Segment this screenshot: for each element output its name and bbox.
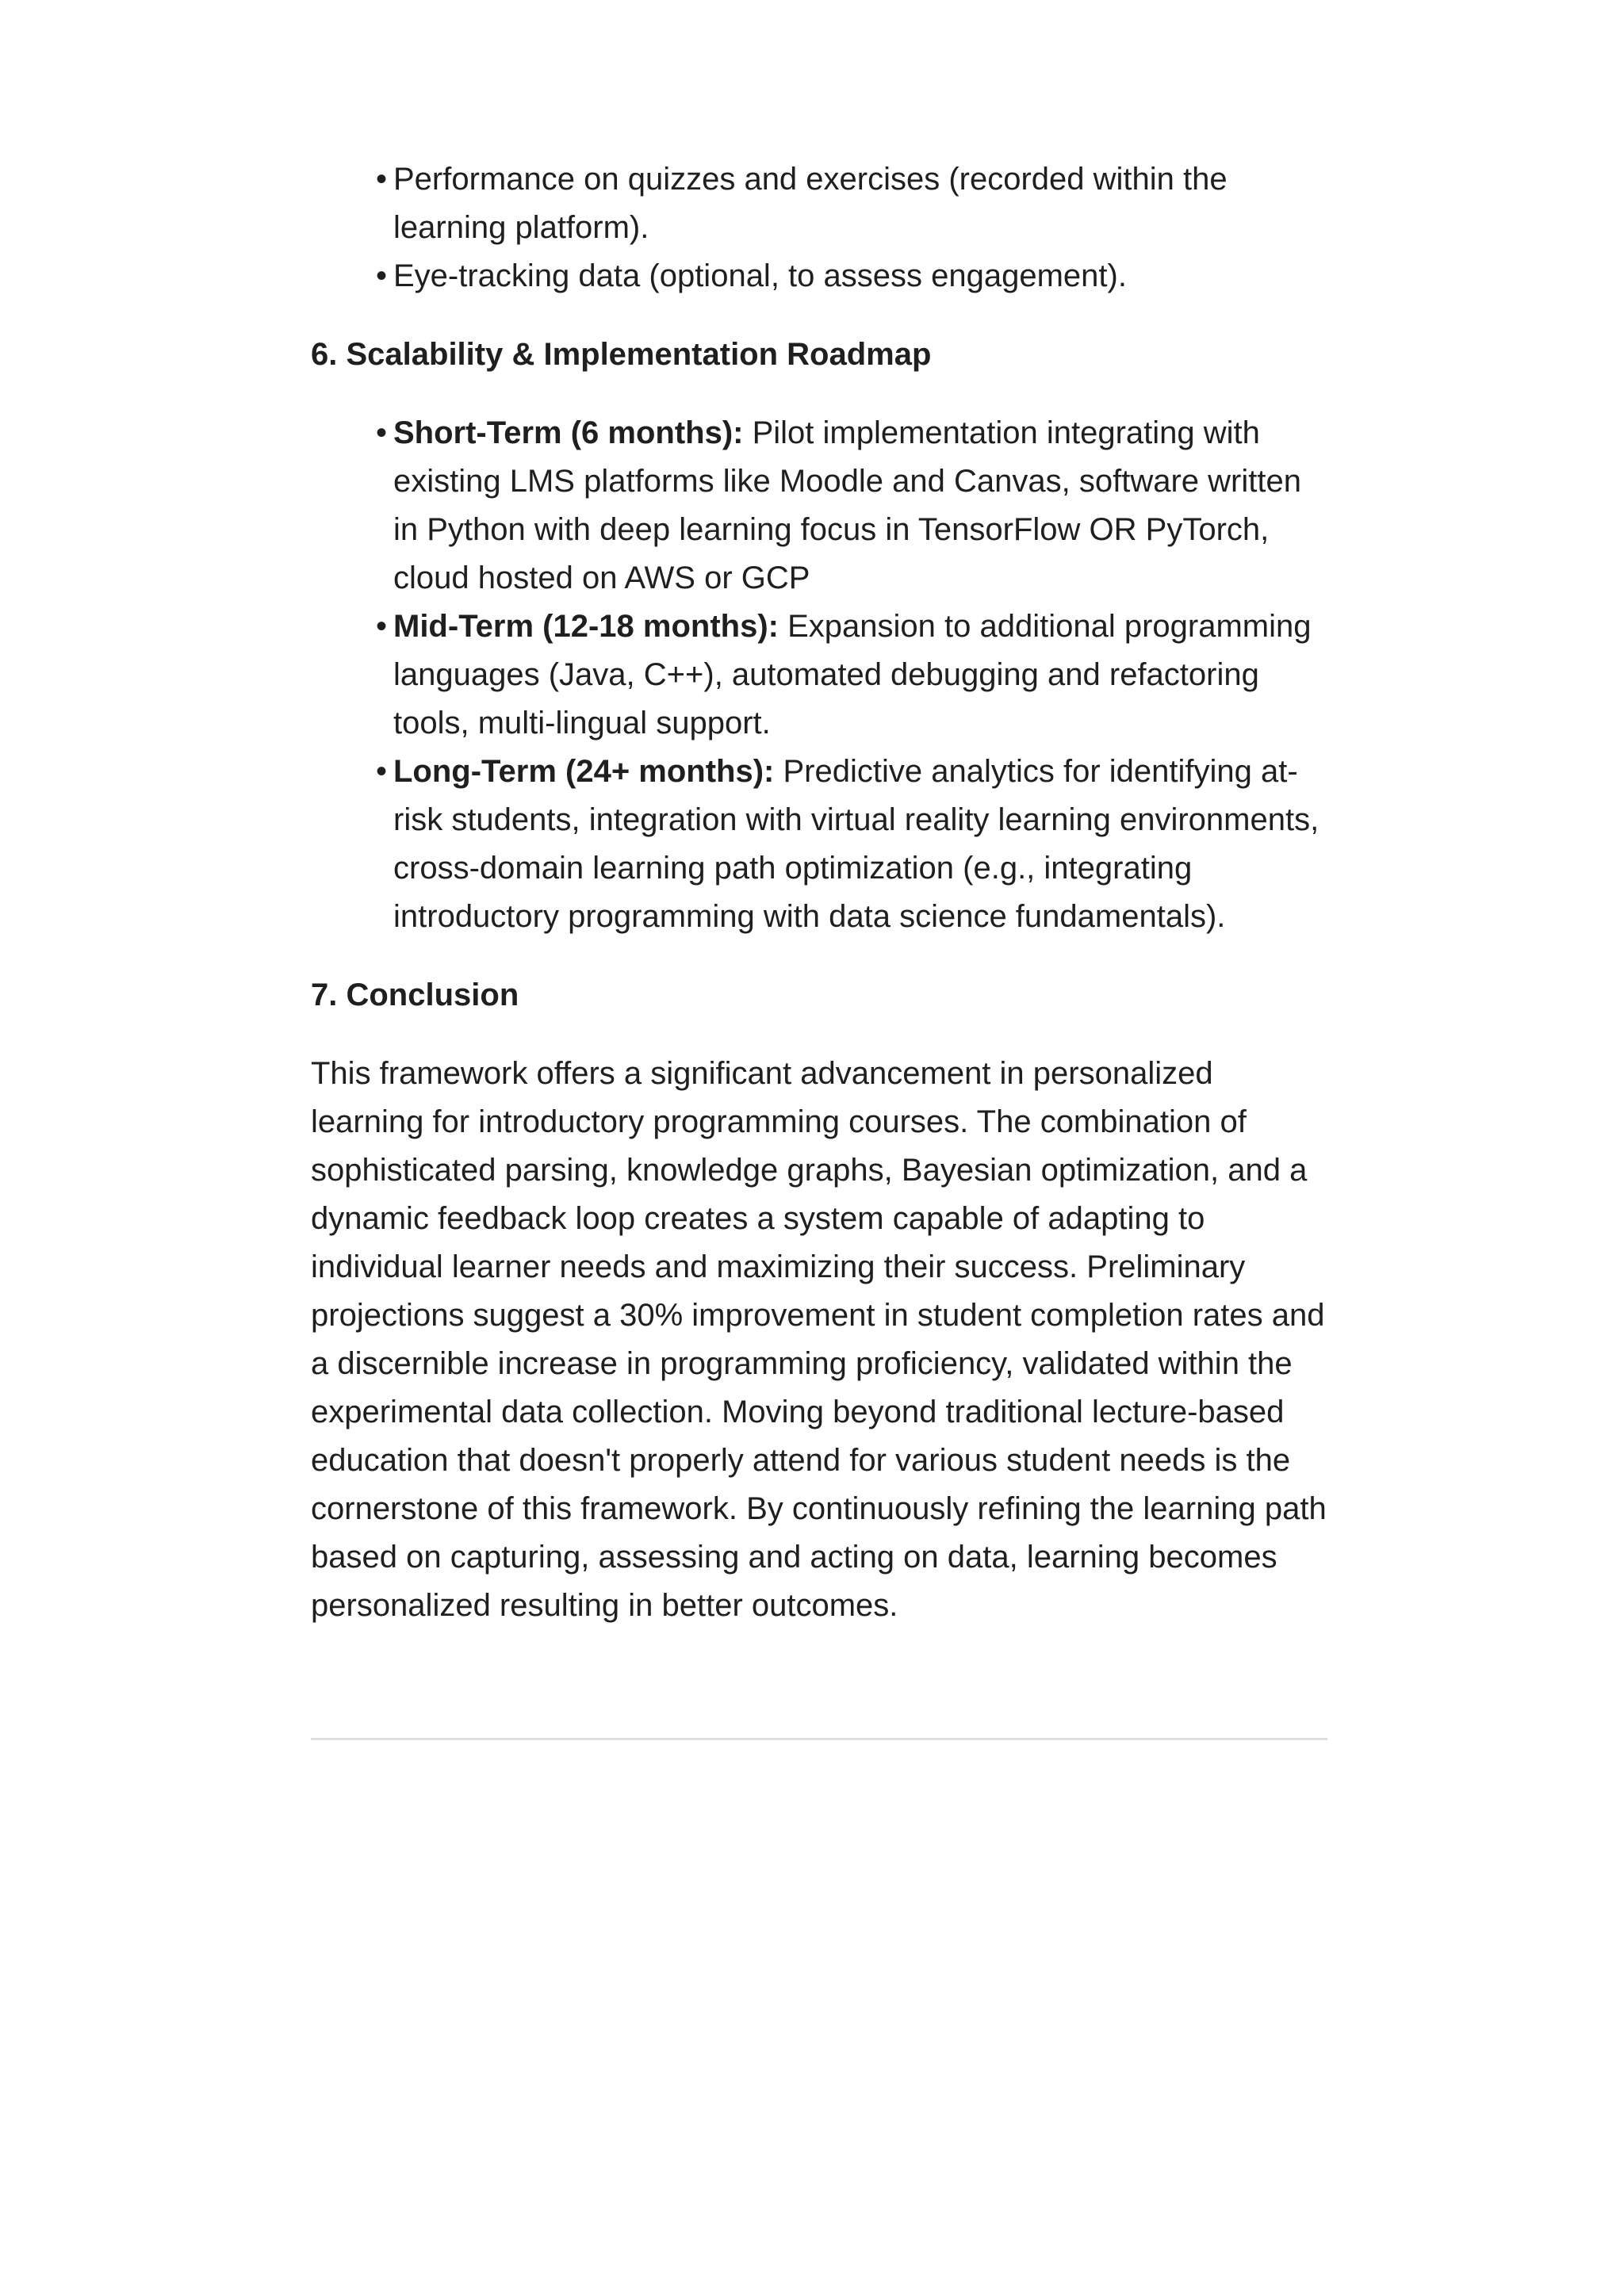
roadmap-item-mid-term — [393, 603, 1334, 748]
roadmap-item-long-term — [393, 748, 1334, 941]
roadmap-term: Mid-Term (12-18 months): — [393, 609, 779, 644]
horizontal-divider — [311, 1738, 1327, 1740]
list-item — [393, 155, 1334, 252]
data-collection-list — [311, 155, 1334, 300]
roadmap-text: Predictive analytics for identifying at-risk students, integration with virtual reality learning environments, cross-domain learning path optimization (e.g., integrating introductory programming with data science fundamentals). — [393, 754, 1320, 934]
roadmap-text: Pilot implementation integrating with existing LMS platforms like Moodle and Canvas, software written in Python with deep learning focus in TensorFlow OR PyTorch, cloud hosted on AWS or GCP — [393, 415, 1301, 595]
document-page — [311, 155, 1334, 1630]
list-item-text: Eye-tracking data (optional, to assess engagement). — [393, 258, 1127, 293]
roadmap-term: Short-Term (6 months): — [393, 415, 744, 450]
conclusion-paragraph: This framework offers a significant advancement in personalized learning for introductory programming courses. The combination of sophisticated parsing, knowledge graphs, Bayesian optimization, and a dynamic feedback loop creates a system capable of adapting to individual learner needs and maximizing their success. Preliminary projections suggest a 30% improvement in student completion rates and a discernible increase in programming proficiency, validated within the experimental data collection. Moving beyond traditional lecture-based education that doesn't properly attend for various student needs is the cornerstone of this framework. By continuously refining the learning path based on capturing, assessing and acting on data, learning becomes personalized resulting in better outcomes. — [311, 1056, 1327, 1623]
roadmap-item-short-term — [393, 409, 1334, 603]
section-heading-conclusion: 7. Conclusion — [311, 978, 519, 1012]
list-item-text: Performance on quizzes and exercises (recorded within the learning platform). — [393, 162, 1228, 245]
roadmap-text: Expansion to additional programming languages (Java, C++), automated debugging and refactoring tools, multi-lingual support. — [393, 609, 1312, 740]
list-item — [393, 252, 1334, 300]
section-heading-scalability: 6. Scalability & Implementation Roadmap — [311, 337, 932, 372]
roadmap-term: Long-Term (24+ months): — [393, 754, 775, 789]
roadmap-list — [311, 409, 1334, 941]
